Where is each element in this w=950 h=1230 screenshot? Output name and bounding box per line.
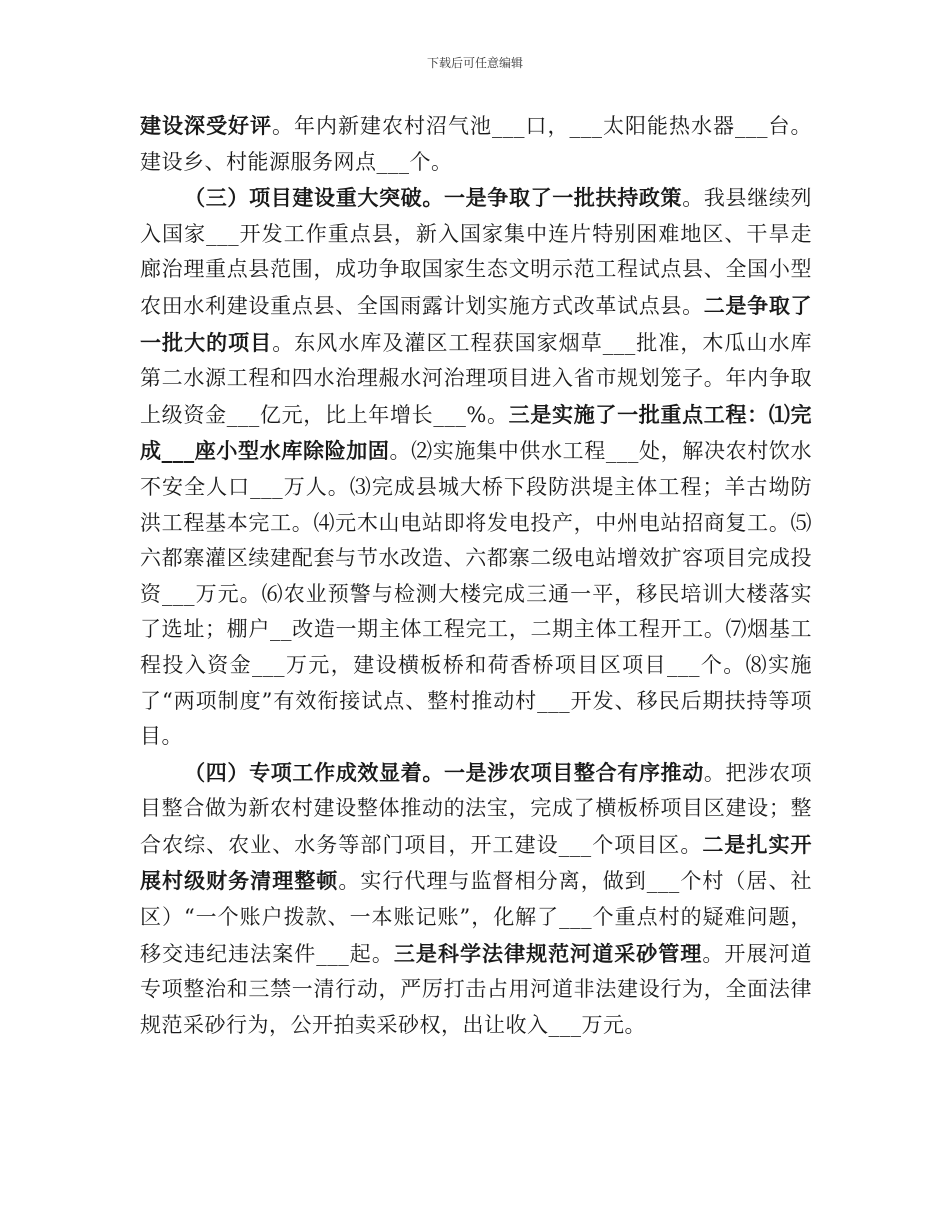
bold-run: 三是科学法律规范河道采砂管理	[393, 940, 703, 966]
text-run: 。年内新建农村沼气池___口，___太阳能热水器___台。建设乡、村能源服务网点___个。	[140, 114, 812, 174]
document-body	[140, 108, 812, 1043]
text-run: 。实行代理与监督相分离，做到___个村（居、社区）“一个账户拨款、一本账记账”，化解了___个重点村的疑难问题，移交违纪违法案件___起。	[140, 869, 813, 966]
bold-run: （三）项目建设重大突破。一是争取了一批扶持政策	[184, 185, 683, 211]
paragraph-continuation	[140, 108, 812, 180]
paragraph-section-four	[140, 755, 812, 1044]
bold-run: （四）专项工作成效显着。一是涉农项目整合有序推动	[184, 759, 704, 785]
bold-run: 三是实施了一批重点工程：⑴完成___座小型水库除险加固	[140, 401, 813, 464]
text-run: 。把涉农项目整合做为新农村建设整体推动的法宝，完成了横板桥项目区建设；整合农综、农业、水务等部门项目，开工建设___个项目区。	[140, 760, 813, 857]
text-run: 。东风水库及灌区工程获国家烟草___批准，木瓜山水库第二水源工程和四水治理赧水河治理项目进入省市规划笼子。年内争取上级资金___亿元，比上年增长___%。	[140, 330, 813, 427]
text-run: 。开展河道专项整治和三禁一清行动，严厉打击占用河道非法建设行为，全面法律规范采砂行为，公开拍卖采砂权，出让收入___万元。	[140, 941, 813, 1037]
bold-run: 二是扎实开展村级财务清理整顿	[140, 831, 813, 894]
paragraph-section-three	[140, 180, 812, 755]
text-run: 。⑵实施集中供水工程___处，解决农村饮水不安全人口___万人。⑶完成县城大桥下段防洪堤主体工程；羊古坳防洪工程基本完工。⑷元木山电站即将发电投产，中州电站招商复工。⑸六都寨灌区续建配套与节水改造、六都寨二级电站增效扩容项目完成投资___万元。⑹农业预警与检测大楼完成三通一平，移民培训大楼落实了选址；棚户__改造一期主体工程完工，二期主体工程开工。⑺烟基工程投入资金___万元，建设横板桥和荷香桥项目区项目___个。⑻实施了“两项制度”有效衔接试点、整村推动村___开发、移民后期扶持等项目。	[140, 439, 813, 749]
page-header: 下载后可任意编辑	[426, 56, 523, 70]
bold-run: 二是争取了一批大的项目	[140, 292, 812, 355]
text-run: 。我县继续列入国家___开发工作重点县，新入国家集中连片特别困难地区、干旱走廊治理重点县范围，成功争取国家生态文明示范工程试点县、全国小型农田水利建设重点县、全国雨露计划实施方式改革试点县。	[140, 186, 813, 318]
bold-run: 建设深受好评	[140, 113, 272, 138]
